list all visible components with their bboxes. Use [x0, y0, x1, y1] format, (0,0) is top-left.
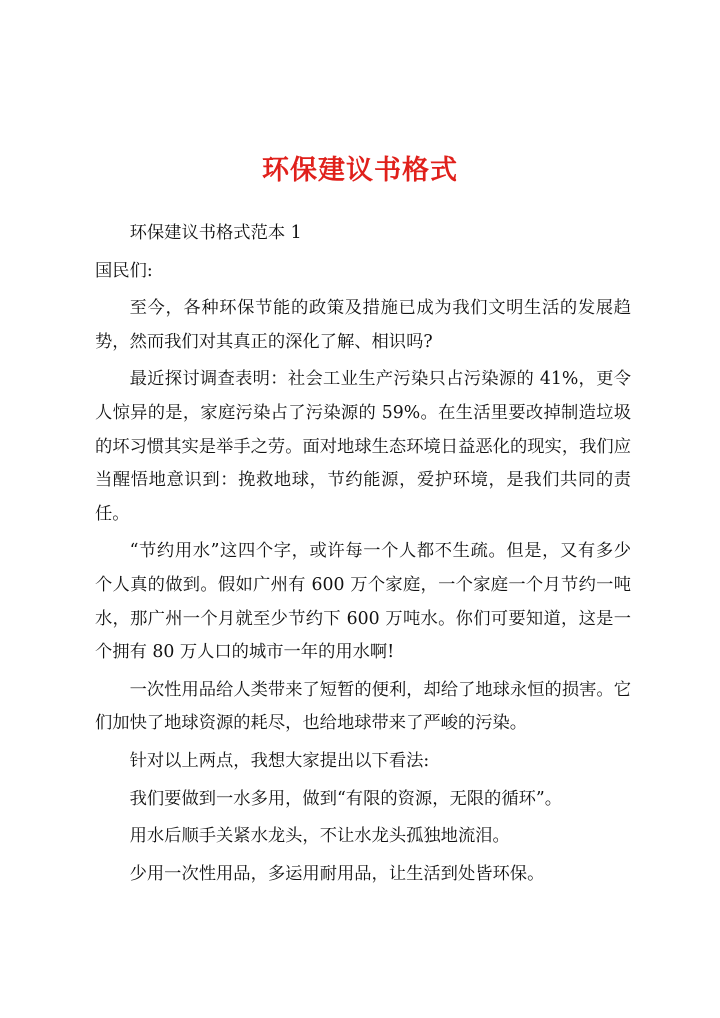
paragraph-save-water: “节约用水”这四个字，或许每一个人都不生疏。但是，又有多少个人真的做到。假如广州有 600 万个家庭，一个家庭一个月节约一吨水，那广州一个月就至少节约下 600 万吨水。你们可要知道，这是一个拥有 80 万人口的城市一年的用水啊! — [95, 541, 631, 663]
paragraph-suggestion-3: 少用一次性用品，多运用耐用品，让生活到处皆环保。 — [129, 863, 545, 884]
document-body — [95, 217, 631, 895]
paragraph-template-heading: 环保建议书格式范本 1 — [129, 223, 302, 243]
paragraph-intro: 至今，各种环保节能的政策及措施已成为我们文明生活的发展趋势，然而我们对其真正的深化了解、相识吗? — [95, 298, 631, 352]
paragraph-suggestions-intro: 针对以上两点，我想大家提出以下看法: — [129, 750, 430, 771]
paragraph-salutation: 国民们: — [95, 260, 153, 281]
paragraph-suggestion-2: 用水后顺手关紧水龙头，不让水龙头孤独地流泪。 — [129, 826, 510, 847]
paragraph-suggestion-1: 我们要做到一水多用，做到“有限的资源，无限的循环”。 — [129, 788, 563, 809]
paragraph-survey: 最近探讨调查表明：社会工业生产污染只占污染源的 41%，更令人惊异的是，家庭污染占了污染源的 59%。在生活里要改掉制造垃圾的坏习惯其实是举手之劳。面对地球生态环境日益恶化的现实，我们应当醒悟地意识到：挽救地球，节约能源，爱护环境，是我们共同的责任。 — [95, 369, 631, 524]
document-title: 环保建议书格式 — [262, 155, 458, 186]
paragraph-disposables: 一次性用品给人类带来了短暂的便利，却给了地球永恒的损害。它们加快了地球资源的耗尽，也给地球带来了严峻的污染。 — [95, 679, 631, 734]
